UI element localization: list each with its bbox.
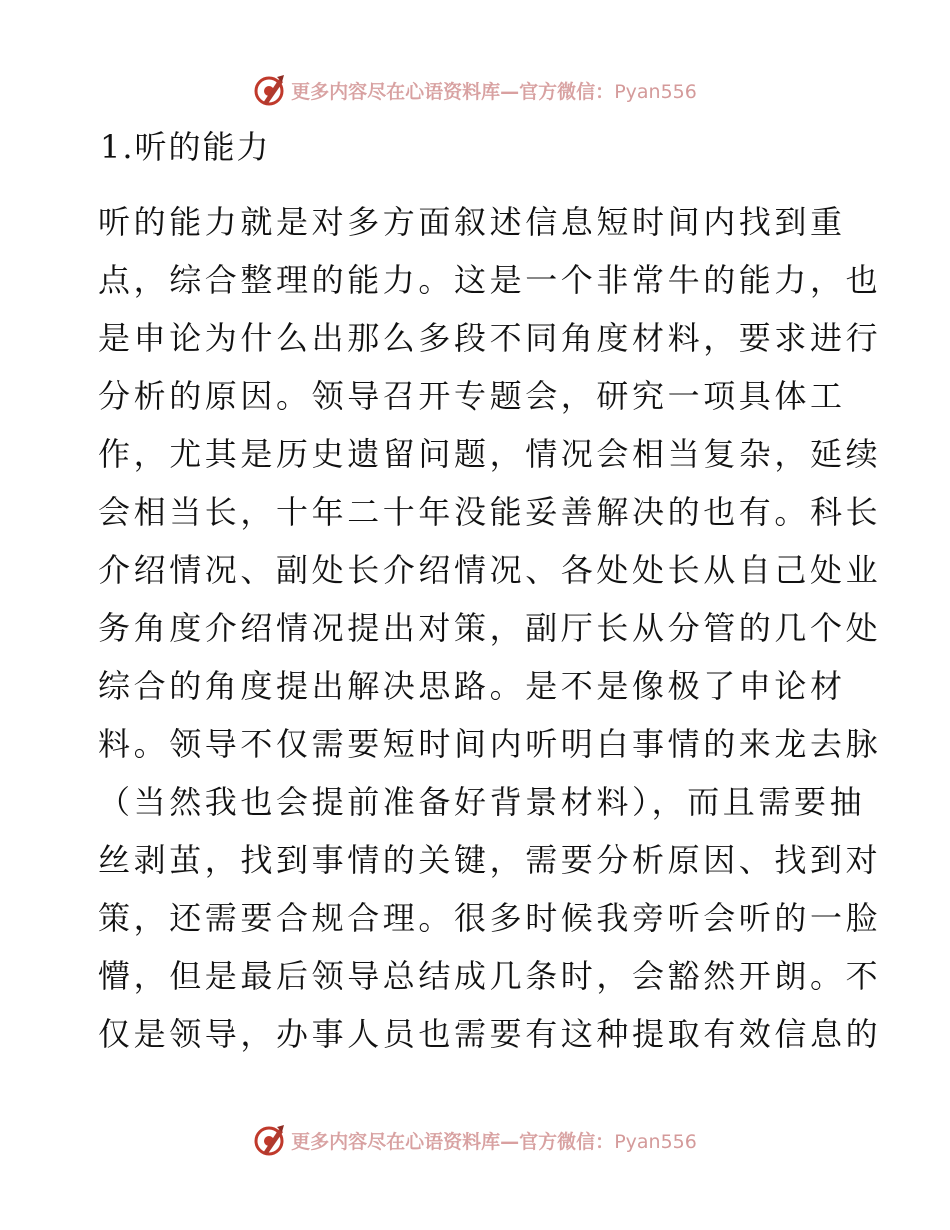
watermark-brand: 更多内容尽在心语资料库 [291, 80, 501, 103]
body-line: 料。领导不仅需要短时间内听明白事情的来龙去脉 [98, 725, 882, 763]
body-line: 介绍情况、副处长介绍情况、各处处长从自己处业 [98, 551, 882, 589]
body-line: 策，还需要合规合理。很多时候我旁听会听的一脸 [98, 899, 882, 937]
watermark-text [291, 1127, 697, 1154]
body-line: 务角度介绍情况提出对策，副厅长从分管的几个处 [98, 609, 882, 647]
brand-logo-icon [253, 1123, 287, 1157]
watermark-dash: — [500, 1130, 520, 1153]
document-body [98, 193, 882, 1063]
watermark-account-id: Pyan556 [614, 80, 697, 103]
brand-logo-icon [253, 73, 287, 107]
body-line: 懵，但是最后领导总结成几条时，会豁然开朗。不 [98, 957, 882, 995]
watermark-channel: 官方微信： [519, 80, 615, 103]
body-line: 是申论为什么出那么多段不同角度材料，要求进行 [98, 319, 882, 357]
body-line: 分析的原因。领导召开专题会，研究一项具体工 [98, 377, 846, 415]
watermark-channel: 官方微信： [519, 1130, 615, 1153]
watermark-brand: 更多内容尽在心语资料库 [291, 1130, 501, 1153]
body-line: 仅是领导，办事人员也需要有这种提取有效信息的 [98, 1015, 882, 1053]
header-watermark [0, 70, 950, 110]
body-line: 作，尤其是历史遗留问题，情况会相当复杂，延续 [98, 435, 882, 473]
section-heading: 1.听的能力 [100, 128, 271, 166]
watermark-dash: — [500, 80, 520, 103]
body-line: 会相当长，十年二十年没能妥善解决的也有。科长 [98, 493, 882, 531]
body-line: （当然我也会提前准备好背景材料），而且需要抽 [98, 783, 866, 821]
body-line: 综合的角度提出解决思路。是不是像极了申论材 [98, 667, 846, 705]
body-line: 听的能力就是对多方面叙述信息短时间内找到重 [98, 203, 846, 241]
footer-watermark [0, 1120, 950, 1160]
watermark-text [291, 77, 697, 104]
body-line: 丝剥茧，找到事情的关键，需要分析原因、找到对 [98, 841, 882, 879]
watermark-account-id: Pyan556 [614, 1130, 697, 1153]
body-line: 点，综合整理的能力。这是一个非常牛的能力，也 [98, 261, 882, 299]
